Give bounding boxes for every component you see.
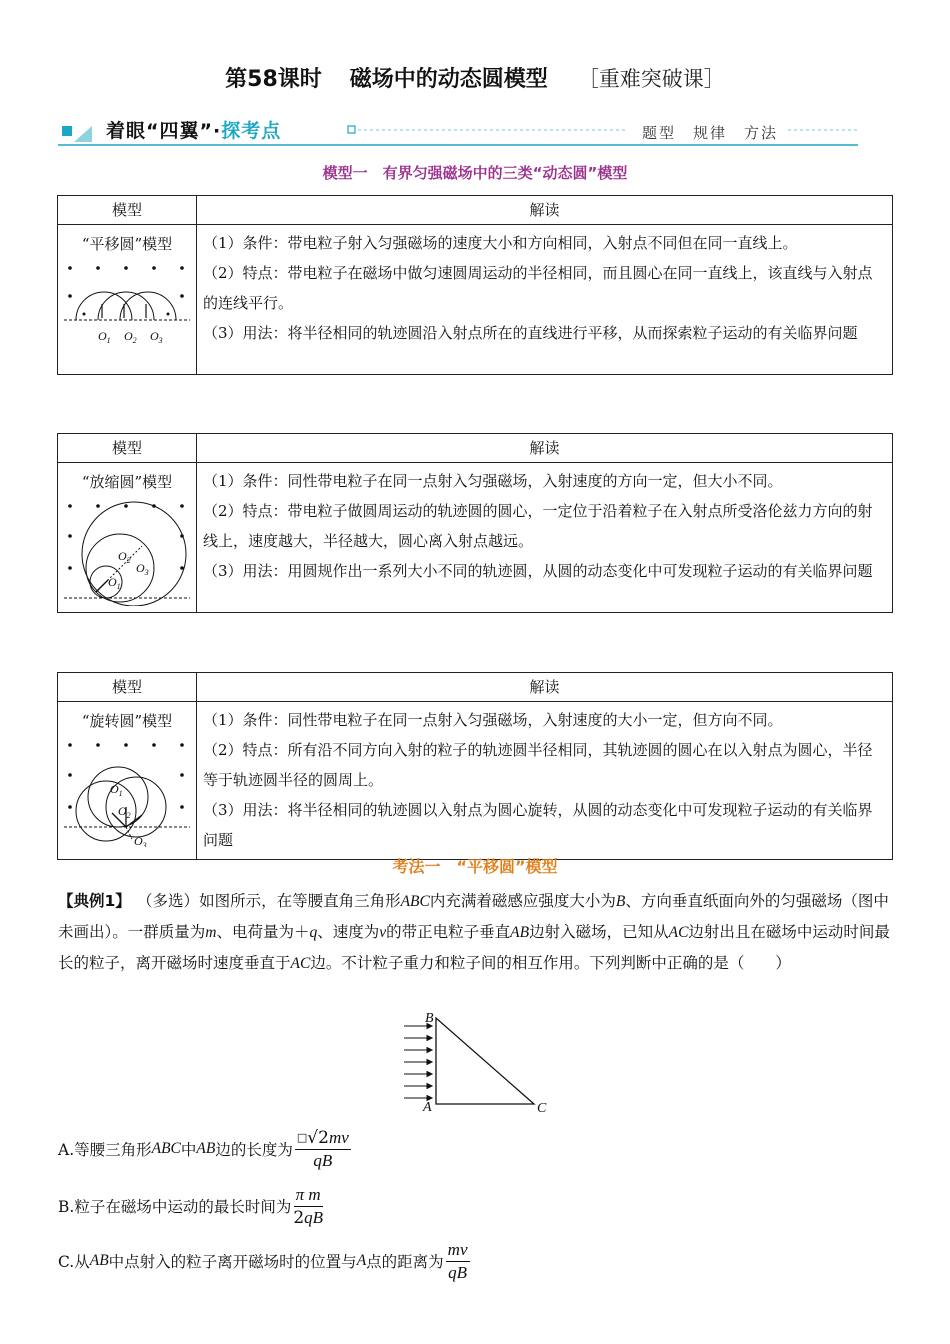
lesson-tag: ［重难突破课］ xyxy=(577,67,725,91)
label-c: C xyxy=(537,1101,547,1116)
model-name: “放缩圆”模型 xyxy=(81,473,173,491)
banner-square-icon xyxy=(62,126,72,136)
label-o3: $O_3$ xyxy=(136,561,149,577)
method-title: 考法一 “平移圆”模型 xyxy=(392,857,558,876)
model-name: “旋转圆”模型 xyxy=(81,712,173,730)
translate-circle-figure xyxy=(62,258,192,348)
banner-title: 着眼“四翼”·探考点 xyxy=(106,120,282,142)
label-o2: $O_2$ xyxy=(118,549,131,565)
model-name: “平移圆”模型 xyxy=(81,235,173,253)
label-o3: $O_3$ xyxy=(150,329,163,345)
banner-triangle-icon xyxy=(74,126,92,142)
lesson-number: 第58课时 xyxy=(225,67,322,92)
model-interp xyxy=(197,463,893,613)
interp-line: （2）特点：所有沿不同方向入射的粒子的轨迹圆半径相同，其轨迹圆的圆心在以入射点为圆心，半径等于轨迹圆半径的圆周上。 xyxy=(203,741,873,789)
label-o2: $O_2$ xyxy=(118,804,131,820)
interp-line: （1）条件：同性带电粒子在同一点射入匀强磁场，入射速度的方向一定，但大小不同。 xyxy=(203,472,783,490)
fraction: $\frac{^□√2mv}{qB}$ xyxy=(296,1127,349,1170)
lesson-topic: 磁场中的动态圆模型 xyxy=(349,67,548,92)
model-table-scale xyxy=(57,433,893,613)
interp-line: （1）条件：同性带电粒子在同一点射入匀强磁场，入射速度的大小一定，但方向不同。 xyxy=(203,711,783,729)
header-model: 模型 xyxy=(58,196,197,225)
option-c[interactable]: C.从 AB 中点射入的粒子离开磁场时的位置与 A 点的距离为 $\frac{mv}{qB}$ xyxy=(58,1239,468,1282)
header-interp: 解读 xyxy=(197,196,893,225)
model-section-title: 模型一 有界匀强磁场中的三类“动态圆”模型 xyxy=(322,164,628,182)
interp-line: （2）特点：带电粒子做圆周运动的轨迹圆的圆心，一定位于沿着粒子在入射点所受洛伦兹力方向的射线上，速度越大，半径越大，圆心离入射点越远。 xyxy=(203,502,873,550)
section-banner xyxy=(58,112,858,150)
label-o1: $O_1$ xyxy=(110,782,123,798)
label-o2: $O_2$ xyxy=(124,329,137,345)
option-b[interactable]: B.粒子在磁场中运动的最长时间为 $\frac{\text{π m}}{2qB}$ xyxy=(58,1184,324,1228)
option-a[interactable]: A.等腰三角形 ABC 中 AB 边的长度为 $\frac{^□√2mv}{qB}$ xyxy=(58,1127,349,1170)
fraction: $\frac{mv}{qB}$ xyxy=(447,1239,468,1282)
triangle-figure xyxy=(400,1008,560,1118)
example-problem: 【典例1】 （多选）如图所示，在等腰直角三角形ABC内充满着磁感应强度大小为B、方向垂直纸面向外的匀强磁场（图中未画出）。一群质量为m、电荷量为＋q、速度为v的带正电粒子垂直AB边射入磁场，已知从AC边射出且在磁场中运动时间最长的粒子，离开磁场时速度垂直于AC边。不计粒子重力和粒子间的相互作用。下列判断中正确的是（ ） xyxy=(58,892,890,972)
header-interp: 解读 xyxy=(197,673,893,702)
interp-line: （3）用法：将半径相同的轨迹圆以入射点为圆心旋转，从圆的动态变化中可发现粒子运动的有关临界问题 xyxy=(203,801,873,849)
label-o1: $O_1$ xyxy=(108,575,121,591)
banner-subtitle: 题型 规律 方法 xyxy=(641,124,778,142)
label-b: B xyxy=(425,1011,434,1026)
example-label: 【典例1】 xyxy=(58,892,131,910)
header-model: 模型 xyxy=(58,434,197,463)
label-a: A xyxy=(423,1100,432,1115)
label-o1: $O_1$ xyxy=(98,329,111,345)
model-table-translate xyxy=(57,195,893,375)
interp-line: （3）用法：用圆规作出一系列大小不同的轨迹圆，从圆的动态变化中可发现粒子运动的有关临界问题 xyxy=(203,562,873,580)
triangle-abc xyxy=(436,1018,534,1104)
scale-circle-figure xyxy=(62,496,192,606)
page-title xyxy=(0,62,950,93)
model-interp xyxy=(197,225,893,375)
interp-line: （3）用法：将半径相同的轨迹圆沿入射点所在的直线进行平移，从而探索粒子运动的有关临界问题 xyxy=(203,324,858,342)
interp-line: （2）特点：带电粒子在磁场中做匀速圆周运动的半径相同，而且圆心在同一直线上，该直线与入射点的连线平行。 xyxy=(203,264,873,312)
rotate-circle-figure xyxy=(62,735,192,847)
header-model: 模型 xyxy=(58,673,197,702)
interp-line: （1）条件：带电粒子射入匀强磁场的速度大小和方向相同，入射点不同但在同一直线上。 xyxy=(203,234,798,252)
model-table-rotate xyxy=(57,672,893,860)
model-interp xyxy=(197,702,893,860)
header-interp: 解读 xyxy=(197,434,893,463)
label-o3: $O_3$ xyxy=(134,834,147,847)
fraction: $\frac{\text{π m}}{2qB}$ xyxy=(293,1184,324,1228)
